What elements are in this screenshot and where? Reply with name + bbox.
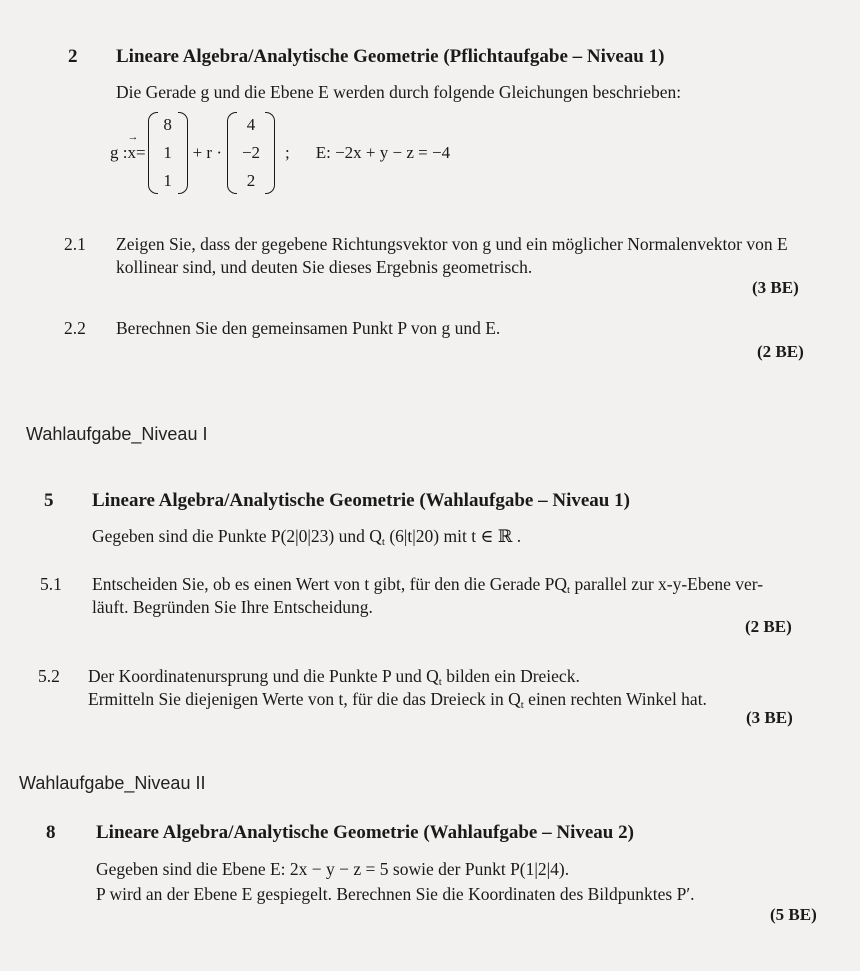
task5-1-line2: läuft. Begründen Sie Ihre Entscheidung. [92,597,373,617]
task2-2-number: 2.2 [64,318,86,338]
plus-r: + r · [192,143,222,162]
task5-1-line1-sub: t [567,584,571,596]
task8-number: 8 [46,822,56,843]
task5-intro-c: mit t ∈ ℝ . [439,526,522,546]
task8-line1-b: sowie der Punkt [388,859,511,879]
task8-points: (5 BE) [770,905,817,924]
support-vector-z: 1 [163,171,172,190]
task2-number: 2 [68,46,78,67]
plane-equation: E: −2x + y − z = −4 [315,143,451,162]
equation-separator: ; [285,143,290,162]
task8-heading: Lineare Algebra/Analytische Geometrie (Wahlaufgabe – Niveau 2) [96,822,634,843]
task5-intro-a: Gegeben sind die Punkte [92,526,271,546]
task5-2-number: 5.2 [38,666,60,686]
line-equation [110,110,450,196]
task5-number: 5 [44,490,54,511]
direction-vector-z: 2 [246,171,256,190]
task5-2-line2-sub: t [520,699,524,711]
support-vector-x: 8 [163,115,172,134]
task5-2-line2-a: Ermitteln Sie diejenigen Werte von t, für die das Dreieck in Q [88,689,521,709]
task2-1-points: (3 BE) [752,278,799,297]
task5-1-points: (2 BE) [745,617,792,636]
task8-line1-a: Gegeben sind die Ebene E: [96,859,290,879]
point-q-sub: t [381,536,385,548]
task5-2-points: (3 BE) [746,708,793,727]
direction-vector [227,112,275,194]
task2-1-number: 2.1 [64,234,86,254]
task2-1-line1: Zeigen Sie, dass der gegebene Richtungsvektor von g und ein möglicher Normalenvektor von E [116,234,788,254]
line-label: g : [110,143,128,162]
point-q-coords: (6|t|20) [384,526,440,546]
task5-2-line1-end: bilden ein Dreieck. [441,666,580,686]
task5-1-line1 [92,574,763,596]
task2-2-line1: Berechnen Sie den gemeinsamen Punkt P von g und E. [116,318,501,338]
task5-1-number: 5.1 [40,574,62,594]
task2-1-line2: kollinear sind, und deuten Sie dieses Ergebnis geometrisch. [116,257,533,277]
support-vector-y: 1 [163,143,172,162]
section-label-niveau-1: Wahlaufgabe_Niveau I [26,424,208,444]
point-q: Q [369,526,382,546]
support-vector [148,112,188,194]
task5-intro-b: und [334,526,370,546]
line-vector-var: → x [127,143,136,163]
direction-vector-x: 4 [246,115,256,134]
task5-2-line1-a: Der Koordinatenursprung und die Punkte P und Q [88,666,439,686]
task5-intro [92,526,521,548]
task5-2-line1 [88,666,580,688]
direction-vector-y: −2 [241,143,261,162]
task8-line2: P wird an der Ebene E gespiegelt. Berechnen Sie die Koordinaten des Bildpunktes P′. [96,884,695,904]
task2-intro: Die Gerade g und die Ebene E werden durch folgende Gleichungen beschrieben: [116,82,682,102]
task8-plane-equation: 2x − y − z = 5 [289,859,389,879]
task5-2-line2 [88,689,707,711]
section-label-niveau-2: Wahlaufgabe_Niveau II [19,773,206,793]
task5-1-line1-end: parallel zur x-y-Ebene ver- [570,574,764,594]
task8-line1 [96,859,569,880]
line-eq-sign: = [135,143,146,162]
task5-1-line1-a: Entscheiden Sie, ob es einen Wert von t gibt, für den die Gerade PQ [92,574,568,594]
task2-2-points: (2 BE) [757,342,804,361]
point-p: P(2|0|23) [270,526,335,546]
task5-2-line1-sub: t [438,676,442,688]
task5-heading: Lineare Algebra/Analytische Geometrie (Wahlaufgabe – Niveau 1) [92,490,630,511]
task2-heading: Lineare Algebra/Analytische Geometrie (Pflichtaufgabe – Niveau 1) [116,46,665,67]
task8-point-p: P(1|2|4). [510,859,570,879]
task5-2-line2-end: einen rechten Winkel hat. [523,689,707,709]
